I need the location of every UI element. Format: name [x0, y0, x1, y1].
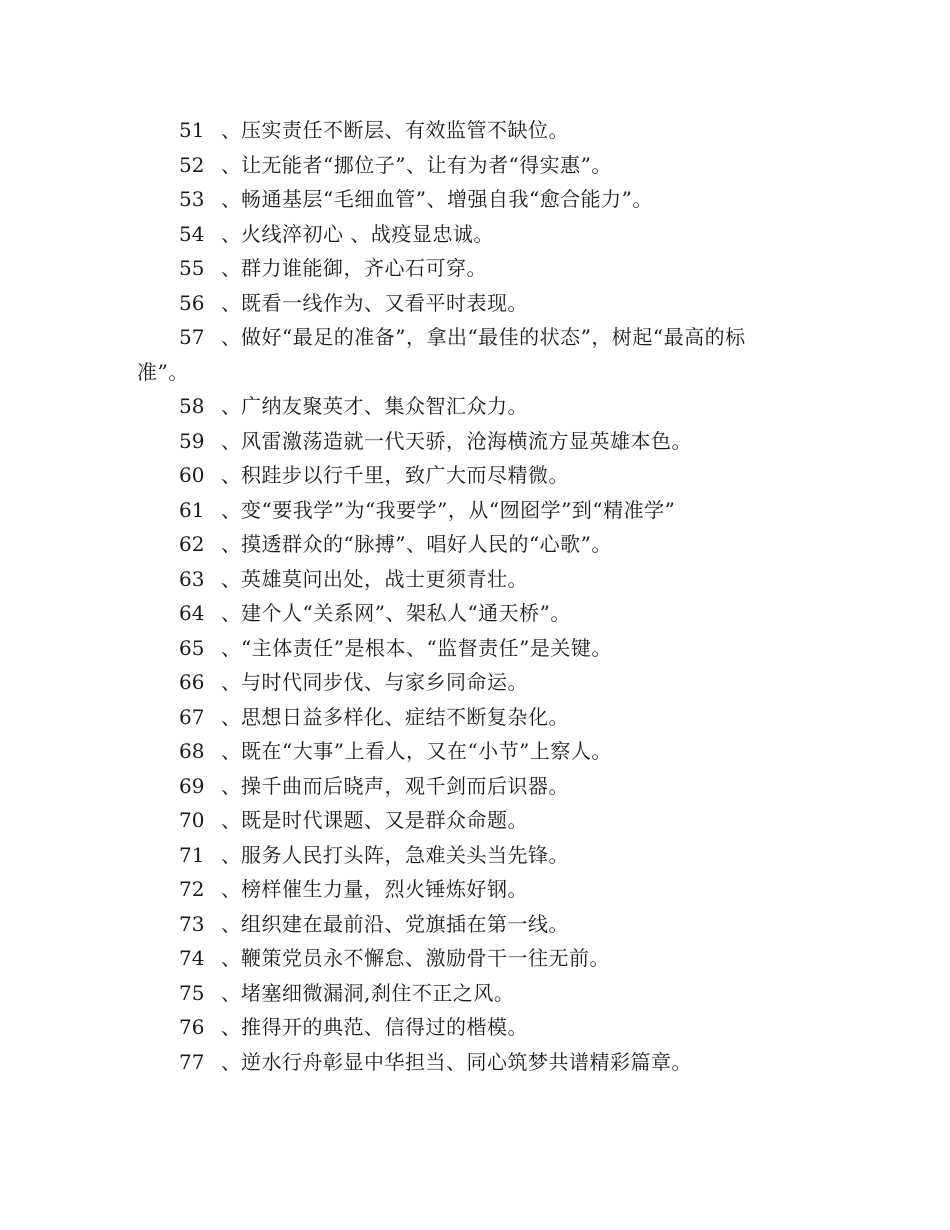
list-item [137, 527, 827, 562]
item-text: 既在“大事”上看人，又在“小节”上察人。 [241, 739, 612, 763]
item-separator: 、 [221, 221, 241, 246]
item-separator: 、 [221, 1049, 241, 1074]
item-text: “主体责任”是根本、“监督责任”是关键。 [241, 635, 612, 660]
item-number: 75 [179, 980, 205, 1005]
item-text: 鞭策党员永不懈怠、激励骨干一往无前。 [241, 946, 610, 970]
item-text: 榜样催生力量，烈火锤炼好钢。 [241, 877, 528, 901]
list-item [137, 148, 827, 183]
item-separator: 、 [221, 497, 241, 522]
item-text: 与时代同步伐、与家乡同命运。 [241, 670, 528, 694]
list-item [137, 872, 827, 907]
slogan-list [137, 113, 827, 1079]
item-text: 做好“最足的准备”，拿出“最佳的状态”，树起“最高的标 [241, 325, 746, 349]
item-text-continuation: 准”。 [137, 359, 189, 384]
item-number: 65 [179, 635, 205, 660]
item-separator: 、 [221, 290, 241, 315]
item-number: 62 [179, 532, 205, 556]
item-text: 思想日益多样化、症结不断复杂化。 [241, 704, 569, 729]
list-item [137, 941, 827, 976]
item-separator: 、 [221, 980, 241, 1005]
item-number: 56 [179, 290, 205, 315]
item-number: 68 [179, 739, 205, 763]
item-number: 77 [179, 1049, 205, 1074]
item-separator: 、 [221, 463, 241, 487]
list-item [137, 838, 827, 873]
item-separator: 、 [221, 566, 241, 591]
item-text: 逆水行舟彰显中华担当、同心筑梦共谱精彩篇章。 [241, 1049, 692, 1074]
item-text: 推得开的典范、信得过的楷模。 [241, 1015, 528, 1039]
item-number: 51 [179, 118, 205, 142]
item-number: 76 [179, 1015, 205, 1039]
item-text: 火线淬初心 、战疫显忠诚。 [241, 221, 494, 246]
item-separator: 、 [221, 877, 241, 901]
item-text: 操千曲而后晓声，观千剑而后识器。 [241, 773, 569, 798]
item-number: 66 [179, 670, 205, 694]
list-item [137, 631, 827, 666]
item-text: 畅通基层“毛细血管”、增强自我“愈合能力”。 [241, 187, 653, 211]
list-item [137, 1010, 827, 1045]
item-separator: 、 [221, 1015, 241, 1039]
list-item-continuation [137, 355, 827, 390]
item-number: 59 [179, 428, 205, 453]
item-text: 风雷激荡造就一代天骄，沧海横流方显英雄本色。 [241, 428, 692, 453]
list-item [137, 113, 827, 148]
item-number: 58 [179, 394, 205, 418]
item-number: 55 [179, 256, 205, 280]
item-separator: 、 [221, 601, 241, 625]
item-separator: 、 [221, 635, 241, 660]
item-text: 摸透群众的“脉搏”、唱好人民的“心歌”。 [241, 532, 612, 556]
list-item [137, 217, 827, 252]
item-separator: 、 [221, 773, 241, 798]
item-separator: 、 [221, 325, 241, 349]
item-text: 建个人“关系网”、架私人“通天桥”。 [241, 601, 571, 625]
item-text: 堵塞细微漏洞,刹住不正之风。 [241, 980, 515, 1005]
item-number: 53 [179, 187, 205, 211]
list-item [137, 424, 827, 459]
item-separator: 、 [221, 670, 241, 694]
item-number: 71 [179, 842, 205, 867]
list-item [137, 320, 827, 355]
item-number: 69 [179, 773, 205, 798]
list-item [137, 665, 827, 700]
list-item [137, 803, 827, 838]
list-item [137, 458, 827, 493]
item-number: 60 [179, 463, 205, 487]
item-number: 54 [179, 221, 205, 246]
list-item [137, 907, 827, 942]
item-text: 广纳友聚英才、集众智汇众力。 [241, 394, 528, 418]
item-text: 压实责任不断层、有效监管不缺位。 [241, 118, 569, 142]
item-separator: 、 [221, 808, 241, 832]
item-text: 组织建在最前沿、党旗插在第一线。 [241, 911, 569, 936]
list-item [137, 251, 827, 286]
item-separator: 、 [221, 739, 241, 763]
item-separator: 、 [221, 152, 241, 177]
list-item [137, 700, 827, 735]
list-item [137, 734, 827, 769]
list-item [137, 1045, 827, 1080]
item-number: 70 [179, 808, 205, 832]
list-item [137, 493, 827, 528]
item-number: 64 [179, 601, 205, 625]
item-number: 63 [179, 566, 205, 591]
item-text: 既是时代课题、又是群众命题。 [241, 808, 528, 832]
item-separator: 、 [221, 842, 241, 867]
item-separator: 、 [221, 946, 241, 970]
list-item [137, 182, 827, 217]
list-item [137, 286, 827, 321]
item-separator: 、 [221, 532, 241, 556]
item-text: 既看一线作为、又看平时表现。 [241, 290, 528, 315]
list-item [137, 562, 827, 597]
item-separator: 、 [221, 394, 241, 418]
item-number: 57 [179, 325, 205, 349]
list-item [137, 596, 827, 631]
item-number: 67 [179, 704, 205, 729]
item-number: 73 [179, 911, 205, 936]
item-text: 群力谁能御，齐心石可穿。 [241, 256, 487, 280]
item-text: 积跬步以行千里，致广大而尽精微。 [241, 463, 569, 487]
item-separator: 、 [221, 428, 241, 453]
item-number: 74 [179, 946, 205, 970]
list-item [137, 976, 827, 1011]
list-item [137, 769, 827, 804]
item-text: 英雄莫问出处，战士更须青壮。 [241, 566, 528, 591]
item-separator: 、 [221, 256, 241, 280]
item-text: 服务人民打头阵，急难关头当先锋。 [241, 842, 569, 867]
list-item [137, 389, 827, 424]
item-text: 让无能者“挪位子”、让有为者“得实惠”。 [241, 152, 612, 177]
item-number: 72 [179, 877, 205, 901]
item-number: 61 [179, 497, 205, 522]
item-separator: 、 [221, 118, 241, 142]
item-text: 变“要我学”为“我要学”，从“囫囵学”到“精准学” [241, 497, 676, 522]
item-separator: 、 [221, 187, 241, 211]
item-separator: 、 [221, 704, 241, 729]
item-separator: 、 [221, 911, 241, 936]
item-number: 52 [179, 152, 205, 177]
